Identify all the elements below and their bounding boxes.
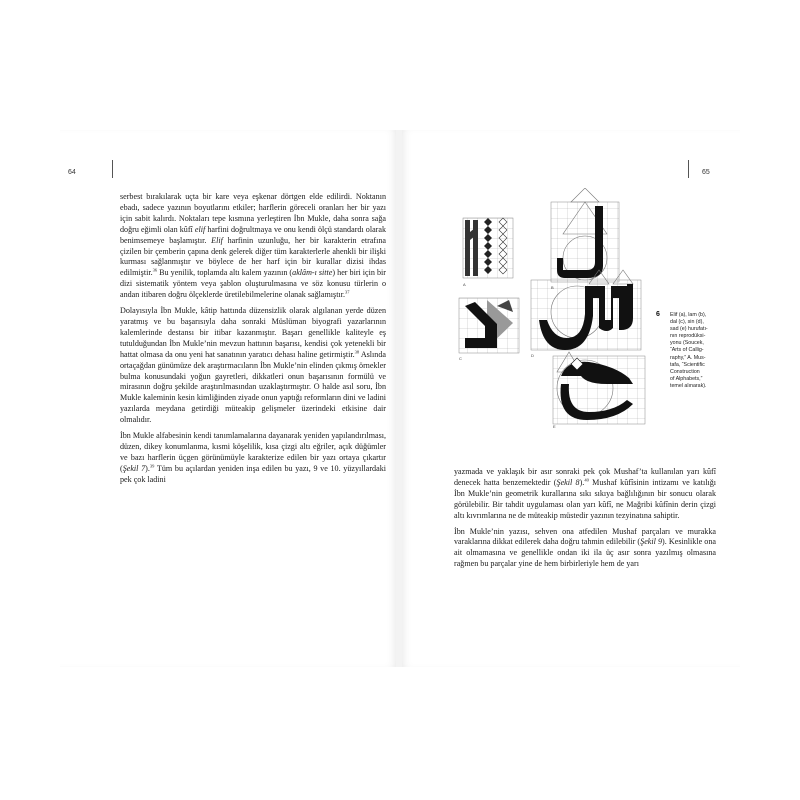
figure-caption bbox=[670, 312, 728, 390]
footnote-marker: 38 bbox=[354, 349, 360, 354]
caption-line: Construction bbox=[670, 368, 700, 375]
figure-letter-a-elif bbox=[463, 218, 513, 278]
left-paragraph-2: Dolayısıyla İbn Mukle, kâtip hattında düzensizlik olarak algılanan yerde düzen yaratmış ve bu başarısıyla daha sonraki Müslüman biyografi yazarlarının kalemlerinde destansı bir itibar kazanmıştır. Başarı genellikle kaliteyle eş tutulduğundan İbn Mukle’nin mevzun hattının başarısı, kendisi çok yetenekli bir hattat olmasa da onu yeni hat sanatının yaratıcı dehası haline getirmiştir.$^{38}$ Aslında ortaçağdan günümüze dek araştırmacıların İbn Mukle’nin elinden çıkmış örnekler bulma konusundaki yoğun gayretleri, dikkatleri onun başarısının formülü ve mirasının doğru şekilde araştırılmasından uzaklaştırmıştır. O halde asıl soru, İbn Mukle kaleminin kesin kimliğinden ziyade onun yaptığı reformların dini ve ladini yazılarda meydana getirdiği müteakip gelişmeler üzerindeki etkisine dair olmalıdır. bbox=[120, 306, 386, 425]
page-number: 65 bbox=[702, 169, 710, 176]
caption-line: sad (e) hurufatı- bbox=[670, 326, 708, 333]
book-spread bbox=[60, 130, 740, 667]
footnote-marker: 37 bbox=[344, 289, 350, 295]
left-paragraph-1: serbest bırakılarak uçta bir kare veya eşkenar dörtgen elde edilirdi. Noktanın ebadı, sadece yazının boyutlarını etkiler; harflerin göreceli oranları her bir yazı için sabit kalırdı. Noktaları tepe kısmına yerleştiren İbn Mukle, daha sonra sağa doğru eğimli olan kûfî elif harfini doğrultmaya ve onu kendi ölçü standardı olarak benimsemeye başlamıştır. Elif harfinin uzunluğu, her bir karakterin etrafına çizilen bir çemberin çapına denk gelerek diğer tüm karakterlerle ahenkli bir ilişki kurması sağlanmıştır ve böylece de her harf için bir kurallar dizisi ihdas edilmiştir.$^{36}$ Bu yenilik, toplamda altı kalem yazının (aklâm-ı sitte) her biri için bir dizi sistematik yöntem veya şablon oluşturulmasına ve söz konusu türlerin o andan itibaren doğru ölçeklerde üretilebilmelerine olanak sağlamıştır.$^{37}$ bbox=[120, 192, 386, 300]
right-paragraph-1: yazmada ve yaklaşık bir asır sonraki pek çok Mushaf’ta kullanılan yarı kûfî denecek hatta benzemektedir (Şekil 8).$^{40}$ Mushaf kûfîsinin intizamı ve katılığı İbn Mukle’nin geometrik kurallarına sıkı sıkıya bağlılığının bir sonucu olarak görülebilir. Bir tahdit uygulaması olan yarı kûfî, ne Mağribi kûfînin derin çizgi altı kıvrımlarına ne de müteakip müstedir yazının tezyinatına sahiptir. bbox=[454, 467, 716, 520]
figure-label-e: E bbox=[553, 424, 556, 428]
left-body-text bbox=[120, 192, 386, 486]
figure-letter-d-sin bbox=[531, 270, 641, 350]
footnote-marker: 39 bbox=[149, 463, 155, 469]
figure-letter-c-dal bbox=[459, 298, 519, 353]
caption-line: yonu (Soucek, bbox=[670, 340, 704, 347]
calligraphy-figure bbox=[457, 188, 653, 428]
figure-label-d: D bbox=[531, 353, 534, 358]
caption-line: raphy,” A. Mus- bbox=[670, 354, 706, 361]
figure-label-a: A bbox=[463, 282, 466, 287]
right-paragraph-2: İbn Mukle’nin yazısı, sehven ona atfedilen Mushaf parçaları ve murakka varaklarına dikkat edilerek daha doğru tahmin edilebilir (Şekil 9). Kesinlikle ona ait olmamasına ve genellikle ondan iki ila üç asır sonra yazılmış olmasına rağmen bu parçalar yine de hem birbirleriyle hem de yarı bbox=[454, 526, 716, 569]
figure-letter-b-lam bbox=[551, 188, 619, 282]
page-number-rule bbox=[112, 160, 113, 178]
figure-letter-e-sad bbox=[553, 352, 645, 424]
caption-line: Elif (a), lam (b), bbox=[670, 312, 707, 318]
figure-label-b: B bbox=[551, 285, 554, 290]
footnote-marker: 40 bbox=[584, 477, 589, 483]
caption-line: of Alphabets,” bbox=[670, 375, 703, 382]
left-page bbox=[60, 130, 396, 667]
caption-line: “Arts of Callig- bbox=[670, 347, 704, 354]
caption-line: dal (c), sin (d), bbox=[670, 319, 704, 326]
left-paragraph-3: İbn Mukle alfabesinin kendi tanımlamalarına dayanarak yeniden yapılandırılması, düzen, dikey konumlanma, kısmi köşelilik, kısa çizgi altı eğriler, açık düğümler ve bazı harflerin üçgen görünümüyle karakterize edilen bir yazı ortaya çıkartır (Şekil 7).$^{39}$ Tüm bu açılardan yeniden inşa edilen bu yazı, 9 ve 10. yüzyıllardaki pek çok ladini bbox=[120, 431, 386, 484]
right-page bbox=[402, 130, 740, 667]
right-body-text bbox=[454, 467, 716, 570]
page-number: 64 bbox=[68, 169, 76, 176]
figure-number: 6 bbox=[656, 311, 660, 318]
footnote-marker: 36 bbox=[152, 267, 158, 273]
caption-line: nın reprodüksi- bbox=[670, 333, 706, 340]
caption-line: tafa, “Scientific bbox=[670, 361, 705, 368]
figure-label-c: C bbox=[459, 356, 462, 361]
page-number-rule bbox=[688, 160, 689, 178]
caption-line: temel alınarak). bbox=[670, 382, 707, 389]
